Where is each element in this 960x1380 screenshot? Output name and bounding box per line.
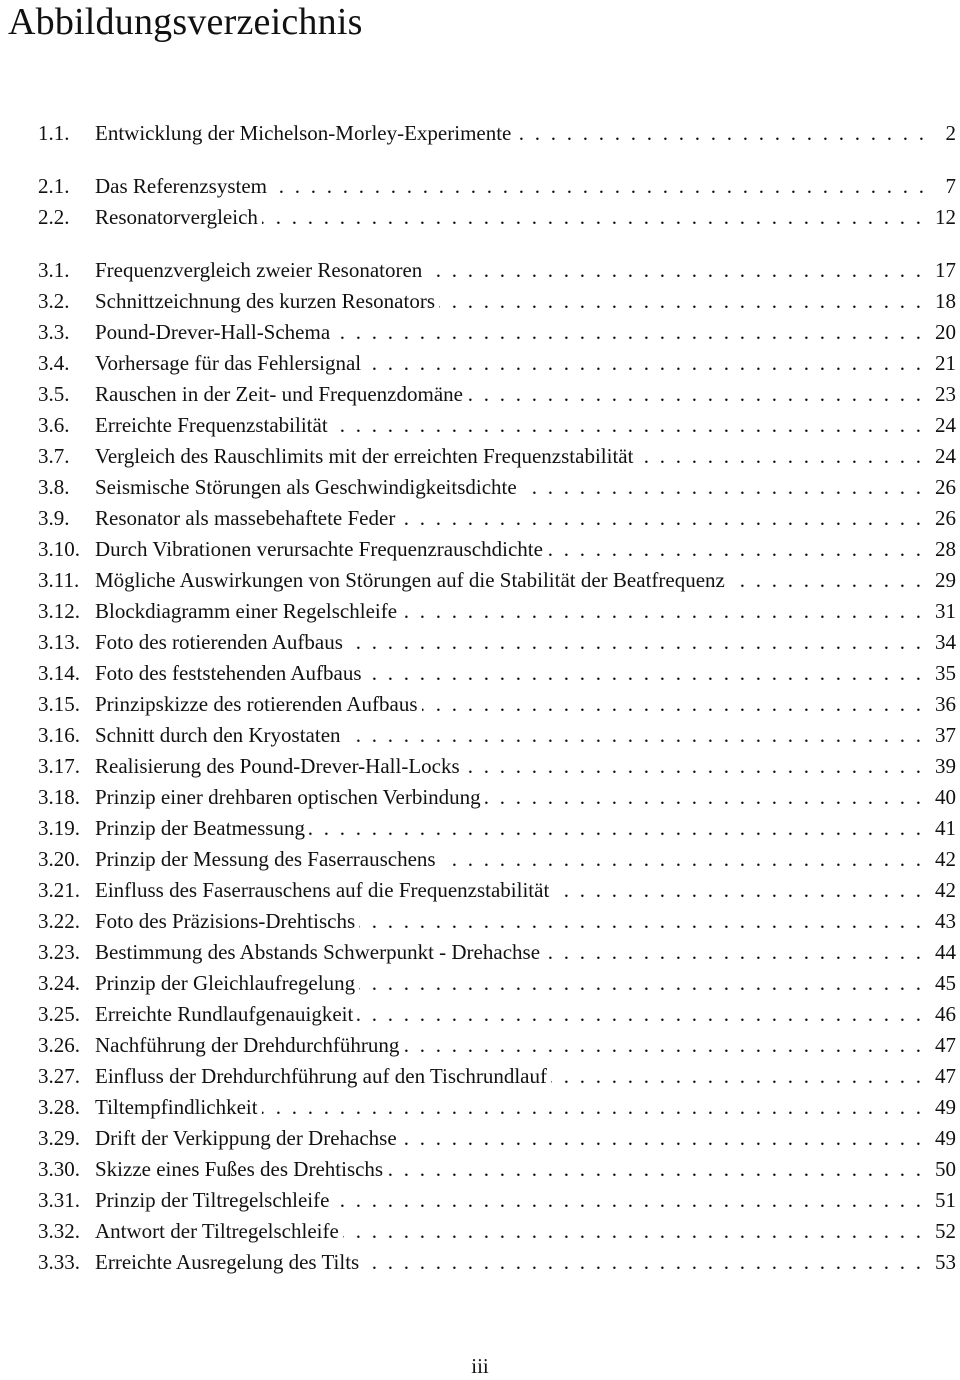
figure-entry[interactable] (38, 596, 956, 627)
figure-page-number: 21 (935, 351, 956, 375)
figure-title: Erreichte Ausregelung des Tilts (95, 1250, 360, 1274)
dot-leader (347, 627, 935, 658)
figure-title: Prinzip der Gleichlaufregelung (95, 971, 356, 995)
figure-entry[interactable] (38, 689, 956, 720)
figure-number: 3.17. (38, 754, 80, 778)
dot-leader (485, 782, 935, 813)
figure-number: 3.12. (38, 599, 80, 623)
figure-number: 3.30. (38, 1157, 80, 1181)
figure-entry[interactable] (38, 410, 956, 441)
dot-leader (422, 689, 936, 720)
figure-number: 3.20. (38, 847, 80, 871)
figure-page-number: 2 (945, 121, 956, 145)
figure-page-number: 34 (935, 630, 956, 654)
figure-entry[interactable] (38, 999, 956, 1030)
figure-entry[interactable] (38, 813, 956, 844)
figure-page-number: 44 (935, 940, 956, 964)
figure-entry[interactable] (38, 906, 956, 937)
figure-page-number: 36 (935, 692, 956, 716)
figure-page-number: 46 (935, 1002, 956, 1026)
figure-entry[interactable] (38, 875, 956, 906)
figure-entry[interactable] (38, 286, 956, 317)
figure-entry[interactable] (38, 472, 956, 503)
figure-entry[interactable] (38, 534, 956, 565)
dot-leader (334, 317, 935, 348)
figure-title: Seismische Störungen als Geschwindigkeitsdichte (95, 475, 517, 499)
figure-number: 3.8. (38, 475, 70, 499)
figure-page-number: 37 (935, 723, 956, 747)
figure-number: 3.24. (38, 971, 80, 995)
dot-leader (637, 441, 935, 472)
figure-number: 1.1. (38, 121, 70, 145)
figure-title: Bestimmung des Abstands Schwerpunkt - Drehachse (95, 940, 541, 964)
figure-entry[interactable] (38, 348, 956, 379)
figure-title: Skizze eines Fußes des Drehtischs (95, 1157, 384, 1181)
figure-page-number: 18 (935, 289, 956, 313)
figure-entry[interactable] (38, 968, 956, 999)
figure-entry[interactable] (38, 503, 956, 534)
figure-page-number: 31 (935, 599, 956, 623)
dot-leader (363, 1247, 935, 1278)
figure-number: 3.3. (38, 320, 70, 344)
figure-page-number: 47 (935, 1064, 956, 1088)
figure-entry[interactable] (38, 1123, 956, 1154)
figure-page-number: 29 (935, 568, 956, 592)
figure-page-number: 50 (935, 1157, 956, 1181)
figure-page-number: 53 (935, 1250, 956, 1274)
figure-title: Prinzipskizze des rotierenden Aufbaus (95, 692, 418, 716)
figure-title: Erreichte Frequenzstabilität (95, 413, 328, 437)
figure-number: 3.23. (38, 940, 80, 964)
figure-number: 3.10. (38, 537, 80, 561)
figure-entry[interactable] (38, 317, 956, 348)
dot-leader (333, 1185, 935, 1216)
figure-number: 3.21. (38, 878, 80, 902)
figure-page-number: 12 (935, 205, 956, 229)
figure-title: Vergleich des Rauschlimits mit der erreichten Frequenzstabilität (95, 444, 634, 468)
dot-leader (332, 410, 935, 441)
figure-entry[interactable] (38, 627, 956, 658)
figure-page-number: 7 (945, 174, 956, 198)
figure-title: Prinzip der Tiltregelschleife (95, 1188, 330, 1212)
figure-number: 3.22. (38, 909, 80, 933)
figure-number: 3.14. (38, 661, 80, 685)
figure-title: Realisierung des Pound-Drever-Hall-Locks (95, 754, 460, 778)
figure-entry[interactable] (38, 1092, 956, 1123)
dot-leader (515, 118, 938, 149)
figure-number: 3.18. (38, 785, 80, 809)
figure-title: Foto des rotierenden Aufbaus (95, 630, 343, 654)
dot-leader (366, 658, 935, 689)
page-number: iii (471, 1354, 489, 1378)
figure-number: 3.6. (38, 413, 70, 437)
figure-number: 3.1. (38, 258, 70, 282)
figure-page-number: 51 (935, 1188, 956, 1212)
figure-entry[interactable] (38, 782, 956, 813)
figure-page-number: 47 (935, 1033, 956, 1057)
figure-title: Frequenzvergleich zweier Resonatoren (95, 258, 423, 282)
figure-page-number: 26 (935, 506, 956, 530)
figure-entry[interactable] (38, 1030, 956, 1061)
figure-number: 3.26. (38, 1033, 80, 1057)
figure-title: Prinzip der Messung des Faserrauschens (95, 847, 436, 871)
figure-entry[interactable] (38, 751, 956, 782)
figure-number: 3.31. (38, 1188, 80, 1212)
figure-title: Nachführung der Drehdurchführung (95, 1033, 400, 1057)
figure-title: Schnittzeichnung des kurzen Resonators (95, 289, 435, 313)
figure-title: Antwort der Tiltregelschleife (95, 1219, 339, 1243)
figure-entry[interactable] (38, 171, 956, 202)
figure-page-number: 41 (935, 816, 956, 840)
dot-leader (365, 348, 935, 379)
figure-title: Foto des feststehenden Aufbaus (95, 661, 362, 685)
figure-title: Vorhersage für das Fehlersignal (95, 351, 362, 375)
figure-number: 3.9. (38, 506, 70, 530)
figure-number: 2.2. (38, 205, 70, 229)
figure-page-number: 35 (935, 661, 956, 685)
figure-page-number: 49 (935, 1095, 956, 1119)
figure-page-number: 26 (935, 475, 956, 499)
figure-entry[interactable] (38, 937, 956, 968)
figure-title: Rauschen in der Zeit- und Frequenzdomäne (95, 382, 463, 406)
figure-page-number: 49 (935, 1126, 956, 1150)
figure-entry[interactable] (38, 844, 956, 875)
figure-entry[interactable] (38, 202, 956, 233)
dot-leader (401, 596, 935, 627)
figure-page-number: 43 (935, 909, 956, 933)
dot-leader (551, 1061, 935, 1092)
dot-leader (387, 1154, 935, 1185)
figure-entry[interactable] (38, 565, 956, 596)
page-title: Abbildungsverzeichnis (8, 1, 363, 43)
figure-entry[interactable] (38, 1154, 956, 1185)
figure-page-number: 42 (935, 878, 956, 902)
figure-title: Entwicklung der Michelson-Morley-Experimente (95, 121, 512, 145)
figure-number: 3.5. (38, 382, 70, 406)
figure-entry[interactable] (38, 441, 956, 472)
figure-group (38, 255, 956, 1278)
figure-number: 3.33. (38, 1250, 80, 1274)
figure-number: 3.2. (38, 289, 70, 313)
dot-leader (544, 937, 935, 968)
dot-leader (271, 171, 938, 202)
dot-leader (262, 1092, 935, 1123)
dot-leader (440, 844, 935, 875)
figure-entry[interactable] (38, 379, 956, 410)
figure-title: Prinzip einer drehbaren optischen Verbindung (95, 785, 481, 809)
figure-page-number: 42 (935, 847, 956, 871)
figure-title: Resonator als massebehaftete Feder (95, 506, 396, 530)
figure-number: 3.27. (38, 1064, 80, 1088)
dot-leader (309, 813, 935, 844)
figure-page-number: 17 (935, 258, 956, 282)
figure-title: Erreichte Rundlaufgenauigkeit (95, 1002, 354, 1026)
figure-entry[interactable] (38, 1247, 956, 1278)
dot-leader (467, 379, 935, 410)
figure-entry[interactable] (38, 658, 956, 689)
dot-leader (729, 565, 935, 596)
figure-title: Foto des Präzisions-Drehtischs (95, 909, 356, 933)
figure-number: 3.15. (38, 692, 80, 716)
dot-leader (439, 286, 935, 317)
figure-number: 3.25. (38, 1002, 80, 1026)
figure-page-number: 24 (935, 444, 956, 468)
figure-number: 3.16. (38, 723, 80, 747)
figure-title: Einfluss des Faserrauschens auf die Frequenzstabilität (95, 878, 550, 902)
figure-number: 3.11. (38, 568, 80, 592)
dot-leader (547, 534, 935, 565)
figure-entry[interactable] (38, 1216, 956, 1247)
dot-leader (357, 999, 935, 1030)
figure-page-number: 23 (935, 382, 956, 406)
figure-title: Drift der Verkippung der Drehachse (95, 1126, 397, 1150)
figure-number: 3.4. (38, 351, 70, 375)
figure-title: Pound-Drever-Hall-Schema (95, 320, 331, 344)
figure-group (38, 171, 956, 233)
figure-entry[interactable] (38, 1185, 956, 1216)
dot-leader (403, 1030, 935, 1061)
figure-entry[interactable] (38, 118, 956, 149)
figure-title: Schnitt durch den Kryostaten (95, 723, 341, 747)
figure-page-number: 45 (935, 971, 956, 995)
figure-entry[interactable] (38, 720, 956, 751)
dot-leader (359, 906, 935, 937)
figure-title: Blockdiagramm einer Regelschleife (95, 599, 398, 623)
dot-leader (521, 472, 935, 503)
figure-number: 2.1. (38, 174, 70, 198)
dot-leader (345, 720, 935, 751)
figure-page-number: 39 (935, 754, 956, 778)
figure-page-number: 52 (935, 1219, 956, 1243)
dot-leader (343, 1216, 935, 1247)
figure-number: 3.32. (38, 1219, 80, 1243)
figure-title: Tiltempfindlichkeit (95, 1095, 258, 1119)
figure-entry[interactable] (38, 1061, 956, 1092)
figure-page-number: 40 (935, 785, 956, 809)
figure-number: 3.7. (38, 444, 70, 468)
figure-title: Resonatorvergleich (95, 205, 258, 229)
figure-title: Mögliche Auswirkungen von Störungen auf die Stabilität der Beatfrequenz (95, 568, 725, 592)
dot-leader (401, 1123, 935, 1154)
figure-page-number: 24 (935, 413, 956, 437)
figure-number: 3.29. (38, 1126, 80, 1150)
dot-leader (464, 751, 935, 782)
figure-title: Einfluss der Drehdurchführung auf den Tischrundlauf (95, 1064, 547, 1088)
figure-page-number: 20 (935, 320, 956, 344)
dot-leader (426, 255, 935, 286)
figure-number: 3.19. (38, 816, 80, 840)
figure-title: Durch Vibrationen verursachte Frequenzrauschdichte (95, 537, 543, 561)
dot-leader (553, 875, 935, 906)
dot-leader (262, 202, 935, 233)
dot-leader (359, 968, 935, 999)
figure-page-number: 28 (935, 537, 956, 561)
figure-title: Prinzip der Beatmessung (95, 816, 305, 840)
dot-leader (399, 503, 935, 534)
figure-group (38, 118, 956, 149)
figure-entry[interactable] (38, 255, 956, 286)
figure-number: 3.28. (38, 1095, 80, 1119)
figure-title: Das Referenzsystem (95, 174, 268, 198)
list-of-figures (38, 118, 956, 1300)
figure-number: 3.13. (38, 630, 80, 654)
